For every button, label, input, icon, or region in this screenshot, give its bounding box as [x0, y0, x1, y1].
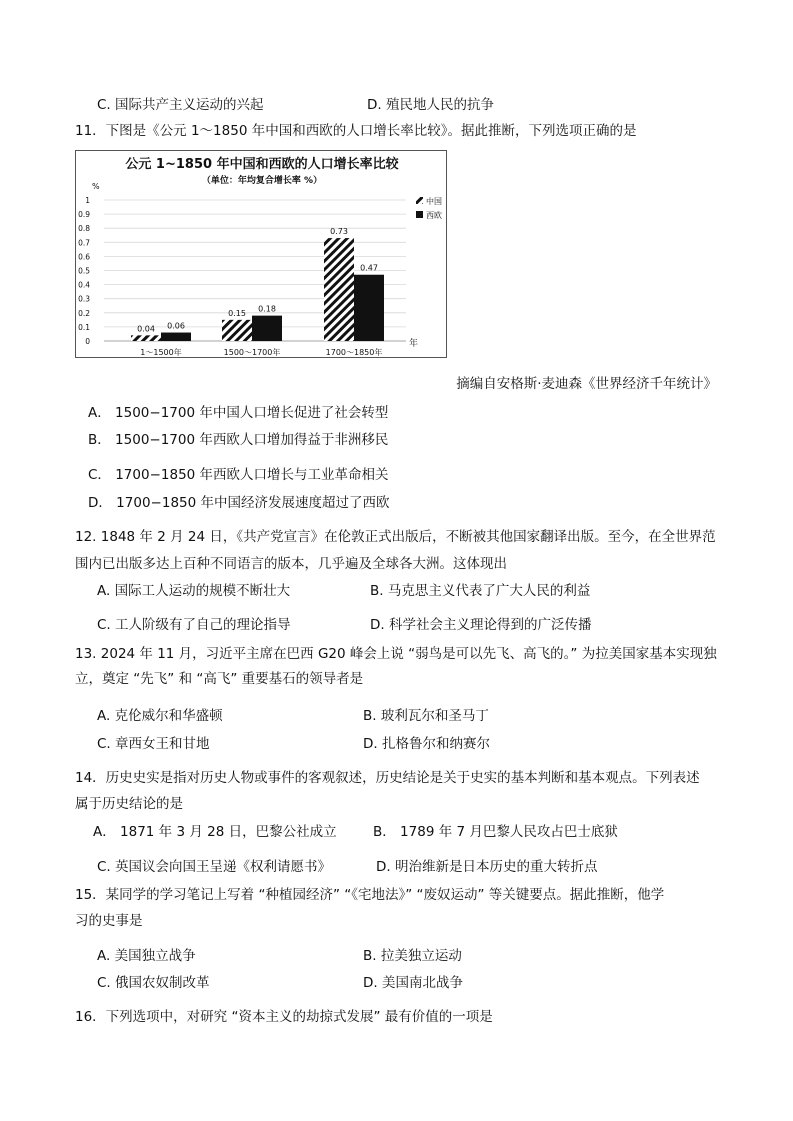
q14-option-a: A． 1871 年 3 月 28 日，巴黎公社成立: [93, 824, 337, 840]
q13-stem-line1: 13. 2024 年 11 月，习近平主席在巴西 G20 峰会上说 “弱鸟是可以先飞、高飞的。” 为拉美国家基本实现独: [75, 646, 717, 662]
q13-stem-line2: 立，奠定 “先飞” 和 “高飞” 重要基石的领导者是: [75, 671, 364, 687]
bar-value-label: 0.47: [360, 263, 378, 273]
q15-stem-line2: 习的史事是: [75, 913, 143, 929]
y-tick-label: 0.7: [78, 238, 90, 248]
bar-value-label: 0.18: [258, 304, 276, 314]
q10-option-d: D. 殖民地人民的抗争: [367, 97, 494, 113]
x-tick-label: 1700～1850年: [325, 348, 383, 357]
x-tick-label: 1500～1700年: [223, 348, 281, 357]
q11-option-a: A． 1500−1700 年中国人口增长促进了社会转型: [88, 405, 389, 421]
y-tick-label: 0.5: [78, 266, 90, 276]
y-tick-label: 0.6: [78, 252, 90, 262]
y-tick-label: 0: [85, 337, 90, 346]
chart-svg: [76, 151, 448, 359]
q15-option-b: B. 拉美独立运动: [363, 948, 462, 964]
y-tick-label: 0.1: [78, 322, 90, 332]
legend-label: 中国: [426, 197, 442, 206]
chart-title: 公元 1~1850 年中国和西欧的人口增长率比较: [125, 157, 399, 172]
chart-x-unit: 年: [409, 339, 419, 349]
y-tick-label: 0.4: [78, 280, 90, 290]
bar-value-label: 0.73: [330, 227, 348, 237]
bar-value-label: 0.15: [228, 308, 246, 318]
q14-option-b: B． 1789 年 7 月巴黎人民攻占巴士底狱: [373, 824, 618, 840]
population-growth-chart: [75, 150, 447, 358]
q14-stem-line1: 14．历史史实是指对历史人物或事件的客观叙述，历史结论是关于史实的基本判断和基本观点。下列表述: [75, 770, 700, 786]
x-tick-label: 1～1500年: [140, 348, 182, 357]
chart-source: 摘编自安格斯·麦迪森《世界经济千年统计》: [456, 376, 717, 392]
chart-subtitle: （单位：年均复合增长率 %）: [201, 176, 323, 186]
q15-option-d: D. 美国南北战争: [363, 975, 463, 991]
q11-stem: 11．下图是《公元 1～1850 年中国和西欧的人口增长率比较》。据此推断，下列选项正确的是: [75, 123, 637, 139]
bar-china: [324, 238, 354, 341]
q13-option-b: B. 玻利瓦尔和圣马丁: [363, 708, 489, 724]
bar-western-europe: [354, 275, 384, 341]
q14-option-d: D. 明治维新是日本历史的重大转折点: [376, 859, 598, 875]
q13-option-a: A. 克伦威尔和华盛顿: [97, 708, 223, 724]
q10-option-c: C. 国际共产主义运动的兴起: [97, 97, 264, 113]
bar-china: [131, 335, 161, 341]
q16-stem: 16．下列选项中，对研究 “资本主义的劫掠式发展” 最有价值的一项是: [75, 1009, 493, 1025]
q12-option-d: D. 科学社会主义理论得到的广泛传播: [370, 617, 592, 633]
y-tick-label: 1: [85, 196, 90, 205]
q12-option-a: A. 国际工人运动的规模不断壮大: [97, 583, 291, 599]
q12-stem-line1: 12. 1848 年 2 月 24 日，《共产党宣言》在伦敦正式出版后，不断被其他国家翻译出版。至今，在全世界范: [75, 529, 716, 545]
q15-option-c: C. 俄国农奴制改革: [97, 975, 210, 991]
q11-option-b: B． 1500−1700 年西欧人口增加得益于非洲移民: [88, 432, 389, 448]
q13-option-c: C. 章西女王和甘地: [97, 736, 210, 752]
y-tick-label: 0.8: [78, 224, 90, 234]
q12-option-c: C. 工人阶级有了自己的理论指导: [97, 617, 291, 633]
q11-option-d: D． 1700−1850 年中国经济发展速度超过了西欧: [88, 495, 390, 511]
y-tick-label: 0.9: [78, 210, 90, 220]
y-tick-label: 0.3: [78, 294, 90, 304]
q15-option-a: A. 美国独立战争: [97, 948, 196, 964]
chart-y-unit: %: [92, 182, 100, 191]
bar-value-label: 0.04: [137, 324, 155, 334]
legend-swatch: [416, 197, 423, 204]
q12-option-b: B. 马克思主义代表了广大人民的利益: [370, 583, 591, 599]
q11-option-c: C． 1700−1850 年西欧人口增长与工业革命相关: [88, 467, 389, 483]
q12-stem-line2: 围内已出版多达上百种不同语言的版本，几乎遍及全球各大洲。这体现出: [75, 556, 507, 572]
q14-option-c: C. 英国议会向国王呈递《权利请愿书》: [97, 859, 332, 875]
q14-stem-line2: 属于历史结论的是: [75, 796, 183, 812]
bar-western-europe: [161, 333, 191, 341]
legend-label: 西欧: [426, 211, 442, 220]
q15-stem-line1: 15．某同学的学习笔记上写着 “种植园经济” “《宅地法》” “废奴运动” 等关键要点。据此推断，他学: [75, 887, 665, 903]
bar-china: [222, 320, 252, 341]
y-tick-label: 0.2: [78, 308, 90, 318]
bar-value-label: 0.06: [167, 321, 185, 331]
bar-western-europe: [252, 316, 282, 341]
q13-option-d: D. 扎格鲁尔和纳赛尔: [363, 736, 490, 752]
legend-swatch: [416, 211, 423, 218]
